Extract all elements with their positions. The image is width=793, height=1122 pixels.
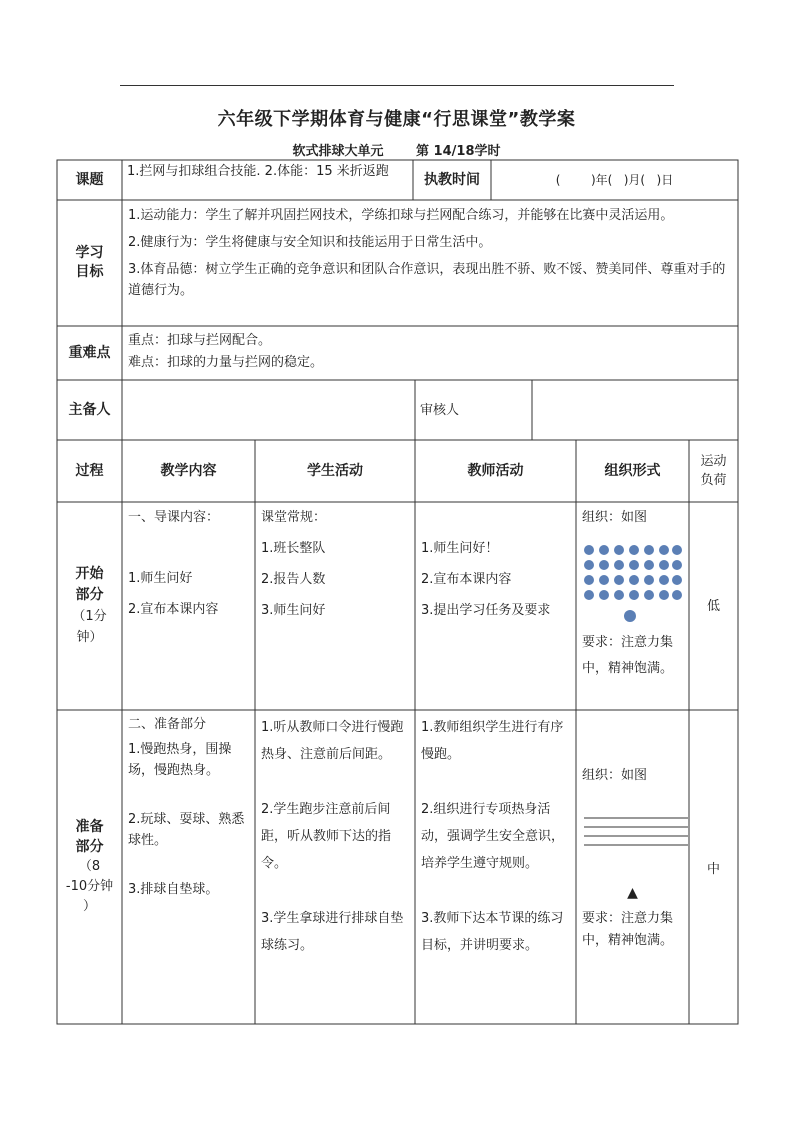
topic-value: 1.拦网与扣球组合技能. 2.体能：15 米折返跑 [127,164,389,179]
content-line: 2.宣布本课内容 [128,602,219,617]
content-line: 1.师生问好 [128,571,193,586]
col-teacher: 教师活动 [467,462,524,479]
start-section-label [57,502,122,710]
student-line: 3.师生问好 [261,603,326,618]
start-label-line: （1分 [72,609,107,624]
warmup-teacher [421,714,573,1019]
col-load-line2: 负荷 [700,473,727,488]
difficult-point: 难点：扣球的力量与拦网的稳定。 [128,355,324,370]
start-label-line: 开始 [75,566,104,582]
teacher-line: 2.宣布本课内容 [421,572,512,587]
goal-item: 3.体育品德：树立学生正确的竞争意识和团队合作意识，表现出胜不骄、败不馁、赞美同伴、尊重对手的道德行为。 [128,262,726,298]
start-label-line: 部分 [75,587,104,603]
goals-label [57,200,122,326]
student-line: 2.报告人数 [261,572,326,587]
col-process: 过程 [75,462,104,479]
warmup-label-line: （8 [78,859,101,874]
goals-label-line1: 学习 [75,245,104,261]
lesson-number: 第 14/18学时 [416,144,501,159]
teacher-line: 1.师生问好！ [421,541,499,556]
student-line: 1.听从教师口令进行慢跑热身、注意前后间距。 [261,720,404,762]
start-load: 低 [706,598,720,614]
teaching-time-label: 执教时间 [424,171,480,188]
content-line: 3.排球自垫球。 [128,882,219,897]
warmup-label-line: ） [82,899,96,914]
preparer-label: 主备人 [68,401,111,418]
preparer-value [122,380,415,440]
content-line: 一、导课内容： [128,510,220,525]
page-title: 六年级下学期体育与健康“行思课堂”教学案 [217,109,576,130]
goals-label-line2: 目标 [75,264,104,280]
content-line: 2.玩球、耍球、熟悉球性。 [128,812,245,848]
topic-label: 课题 [75,171,104,188]
start-label-line: 钟） [76,630,103,645]
warmup-label-line: 部分 [75,839,104,855]
warmup-load: 中 [706,861,720,877]
start-org-label: 组织：如图 [582,510,648,525]
start-teacher [421,539,573,709]
content-line: 二、准备部分 [128,717,207,732]
warmup-org-requirement: 要求：注意力集中，精神饱满。 [582,911,674,948]
warmup-student [261,714,411,1019]
student-line: 课堂常规： [261,510,327,525]
goals-content [128,205,732,323]
start-student [261,508,411,708]
warmup-section-label [57,710,122,1024]
goal-item: 2.健康行为：学生将健康与安全知识和技能运用于日常生活中。 [128,235,492,250]
warmup-org-label: 组织：如图 [582,768,648,783]
col-content: 教学内容 [160,462,217,479]
goal-item: 1.运动能力：学生了解并巩固拦网技术，学练扣球与拦网配合练习，并能够在比赛中灵活运用。 [128,208,674,223]
col-student: 学生活动 [307,462,363,479]
warmup-label-line: -10分钟 [65,879,114,894]
key-point: 重点：扣球与拦网配合。 [128,333,272,348]
student-line: 2.学生跑步注意前后间距，听从教师下达的指令。 [261,802,392,871]
unit-name: 软式排球大单元 [292,144,384,159]
warmup-formation-diagram [582,812,689,858]
teaching-time-value: ( )年( )月( )日 [555,172,674,187]
student-line: 1.班长整队 [261,541,326,556]
keypoints-label: 重难点 [68,344,111,361]
warmup-label-line: 准备 [75,819,104,835]
reviewer-label: 审核人 [420,402,460,418]
col-load [689,440,738,502]
reviewer-value [532,380,738,440]
start-formation-diagram [580,540,686,626]
teacher-line: 3.教师下达本节课的练习目标，并讲明要求。 [421,911,564,953]
content-line: 1.慢跑热身，围操场，慢跑热身。 [128,742,232,778]
teacher-line: 1.教师组织学生进行有序慢跑。 [421,720,564,762]
student-line: 3.学生拿球进行排球自垫球练习。 [261,911,404,953]
keypoints-content [128,330,732,378]
teacher-line: 2.组织进行专项热身活动，强调学生安全意识，培养学生遵守规则。 [421,802,565,871]
teacher-position-triangle: ▲ [627,885,638,901]
col-load-line1: 运动 [700,454,727,469]
teacher-line: 3.提出学习任务及要求 [421,603,551,618]
start-content [128,508,252,708]
start-org-requirement: 要求：注意力集中，精神饱满。 [582,635,674,676]
col-organization: 组织形式 [604,462,661,479]
warmup-content [128,714,252,1019]
